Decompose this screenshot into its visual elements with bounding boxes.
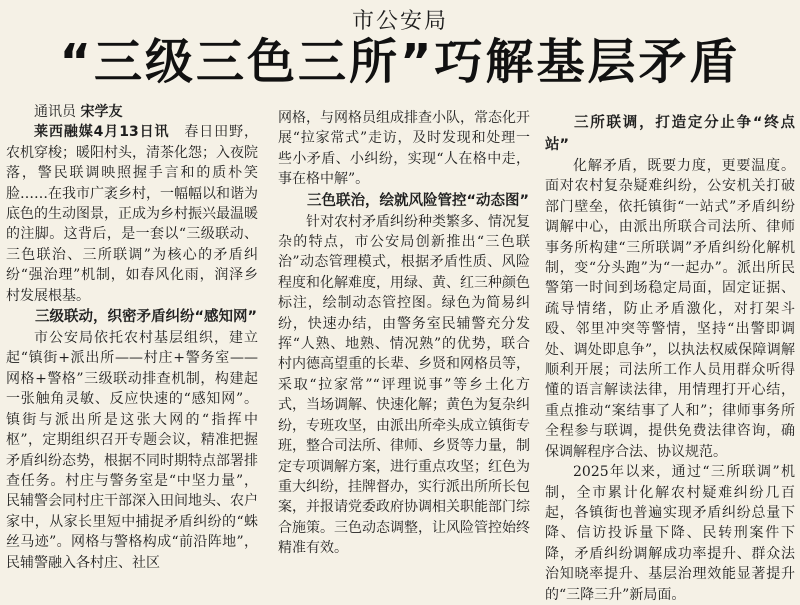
dateline: 莱西融媒4月13日讯	[34, 124, 170, 141]
paragraph-three-color: 针对农村矛盾纠纷种类繁多、情况复杂的特点，市公安局创新推出“三色联治”动态管理模式，根据矛盾性质、风险程度和化解难度，用绿、黄、红三种颜色标注，绘制动态管控图。绿色为简易纠纷，快速办结，由警务室民辅警充分发挥“人熟、地熟、情况熟”的优势，联合村内德高望重的长辈、乡贤和网格员等，采取“拉家常”“评理说事”等乡土化方式，当场调解、快速化解；黄色为复杂纠纷，专班攻坚，由派出所牵头成立镇街专班，整合司法所、律师、乡贤等力量，制定专项调解方案，进行重点攻坚；红色为重大纠纷，挂牌督办，实行派出所所长包案，并报请党委政府协调相关职能部门综合施策。三色动态调整，让风险管控始终精准有效。	[278, 213, 530, 557]
intro-text: 春日田野，农机穿梭；暖阳村头，清茶化怨；入夜院落，警民联调映照握手言和的质朴笑脸……在我市广袤乡村，一幅幅以和谐为底色的生动图景，正成为乡村振兴最温暖的注脚。这背后，是一套以“三级联动、三色联治、三所联调”为核心的矛盾纠纷“强治理”机制，如春风化雨，润泽乡村发展根基。	[6, 124, 259, 304]
byline-name: 宋学友	[80, 104, 123, 120]
paragraph-three-level: 市公安局依托农村基层组织，建立起“镇街+派出所——村庄+警务室——网格+警格”三级联动排查机制，构建起一张触角灵敏、反应快速的“感知网”。镇街与派出所是这张大网的“指挥中枢”，定期组织召开专题会议，精准把握矛盾纠纷态势，根据不同时期特点部署排查任务。村庄与警务室是“中坚力量”，民辅警会同村庄干部深入田间地头、农户家中，从家长里短中捕捉矛盾纠纷的“蛛丝马迹”。网格与警格构成“前沿阵地”，民辅警融入各村庄、社区	[6, 330, 258, 571]
article-kicker: 市公安局	[351, 9, 448, 34]
byline	[6, 102, 258, 122]
article-column-1	[6, 102, 259, 571]
paragraph-three-office: 化解矛盾，既要力度，更要温度。面对农村复杂疑难纠纷，公安机关打破部门壁垒，依托镇街“一站式”矛盾纠纷调解中心，由派出所联合司法所、律师事务所构建“三所联调”矛盾纠纷化解机制，变“分头跑”为“一起办”。派出所民警第一时间到场稳定局面，固定证据、疏导情绪，防止矛盾激化，对打架斗殴、邻里冲突等警情，坚持“出警即调处、调处即息争”，以执法权威保障调解顺利开展；司法所工作人员用群众听得懂的语言解读法律，用情理打开心结，重点推动“案结事了人和”；律师事务所全程参与联调，提供免费法律咨询，确保调解程序合法、协议规范。	[545, 158, 795, 460]
article-column-2	[278, 108, 530, 557]
intro-paragraph	[6, 122, 258, 306]
article-headline: “三级三色三所”巧解基层矛盾	[59, 34, 741, 90]
paragraph-results: 2025年以来，通过“三所联调”机制，全市累计化解农村疑难纠纷几百起，各镇街也普遍实现矛盾纠纷总量下降、信访投诉量下降、民转刑案件下降，矛盾纠纷调解成功率提升、群众法治知晓率提升、基层治理效能显著提升的“三降三升”新局面。	[545, 464, 795, 603]
paragraph-grid-continued: 网格，与网格员组成排查小队，常态化开展“拉家常式”走访，及时发现和处理一些小矛盾、小纠纷，实现“人在格中走，事在格中解”。	[278, 110, 530, 188]
subheading-three-office: 三所联调，打造定分止争“终点站”	[545, 115, 795, 153]
byline-prefix: 通讯员	[34, 104, 76, 120]
subheading-three-level: 三级联动，织密矛盾纠纷“感知网”	[35, 309, 258, 326]
subheading-three-color: 三色联治，绘就风险管控“动态图”	[307, 192, 530, 209]
article-column-3	[545, 112, 795, 603]
